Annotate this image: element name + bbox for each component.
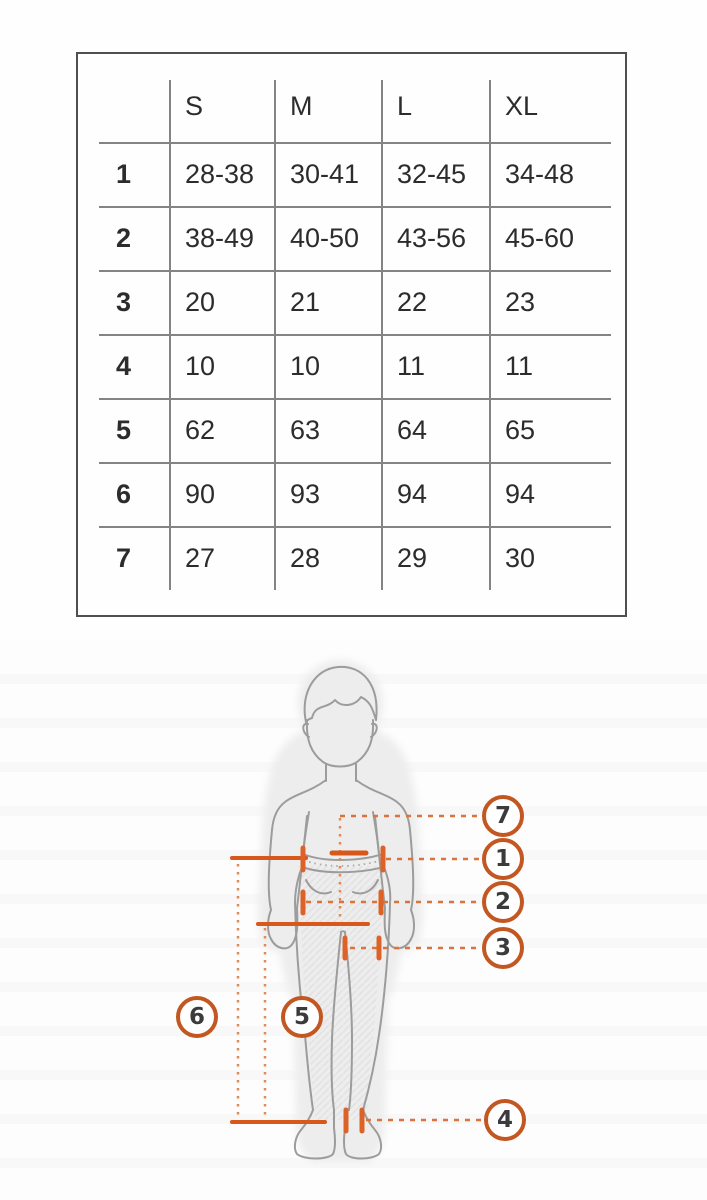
table-cell: 10 <box>290 350 321 381</box>
size-table-grid <box>78 54 625 615</box>
table-cell: 32-45 <box>397 158 467 189</box>
table-cell: 90 <box>185 478 216 509</box>
callout-6: 6 <box>176 996 218 1038</box>
table-cell: 34-48 <box>505 158 575 189</box>
table-cell: 62 <box>185 414 216 445</box>
table-cell: 20 <box>185 286 216 317</box>
table-cell: 94 <box>397 478 428 509</box>
table-cell: 63 <box>290 414 321 445</box>
table-cell: 64 <box>397 414 428 445</box>
table-cell: 11 <box>397 350 426 381</box>
table-cell: 27 <box>185 542 216 573</box>
table-cell: 23 <box>505 286 536 317</box>
row-label: 6 <box>115 478 132 509</box>
size-table <box>76 52 627 617</box>
row-label: 7 <box>115 542 132 573</box>
col-header-s: S <box>185 90 204 121</box>
table-cell: 40-50 <box>290 222 360 253</box>
table-cell: 30 <box>505 542 536 573</box>
table-cell: 10 <box>185 350 216 381</box>
row-label: 5 <box>115 414 132 445</box>
callout-4: 4 <box>484 1099 526 1141</box>
table-cell: 30-41 <box>290 158 360 189</box>
callout-5: 5 <box>281 996 323 1038</box>
callout-2: 2 <box>482 881 524 923</box>
callout-7: 7 <box>482 795 524 837</box>
row-label: 2 <box>115 222 132 253</box>
table-cell: 28-38 <box>185 158 255 189</box>
table-cell: 21 <box>290 286 321 317</box>
table-cell: 45-60 <box>505 222 575 253</box>
table-cell: 43-56 <box>397 222 467 253</box>
table-cell: 93 <box>290 478 321 509</box>
row-label: 1 <box>115 158 132 189</box>
table-cell: 94 <box>505 478 536 509</box>
col-header-xl: XL <box>505 90 539 121</box>
callout-3: 3 <box>482 927 524 969</box>
table-cell: 28 <box>290 542 321 573</box>
table-cell: 29 <box>397 542 428 573</box>
table-cell: 22 <box>397 286 428 317</box>
table-cell: 65 <box>505 414 536 445</box>
callout-1: 1 <box>482 838 524 880</box>
col-header-l: L <box>397 90 413 121</box>
table-cell: 11 <box>505 350 534 381</box>
row-label: 4 <box>115 350 132 381</box>
measurement-diagram <box>0 640 707 1200</box>
body-figure-drawing <box>0 640 707 1200</box>
table-cell: 38-49 <box>185 222 255 253</box>
table-corner-cell <box>78 54 169 142</box>
row-label: 3 <box>115 286 132 317</box>
col-header-m: M <box>290 90 313 121</box>
